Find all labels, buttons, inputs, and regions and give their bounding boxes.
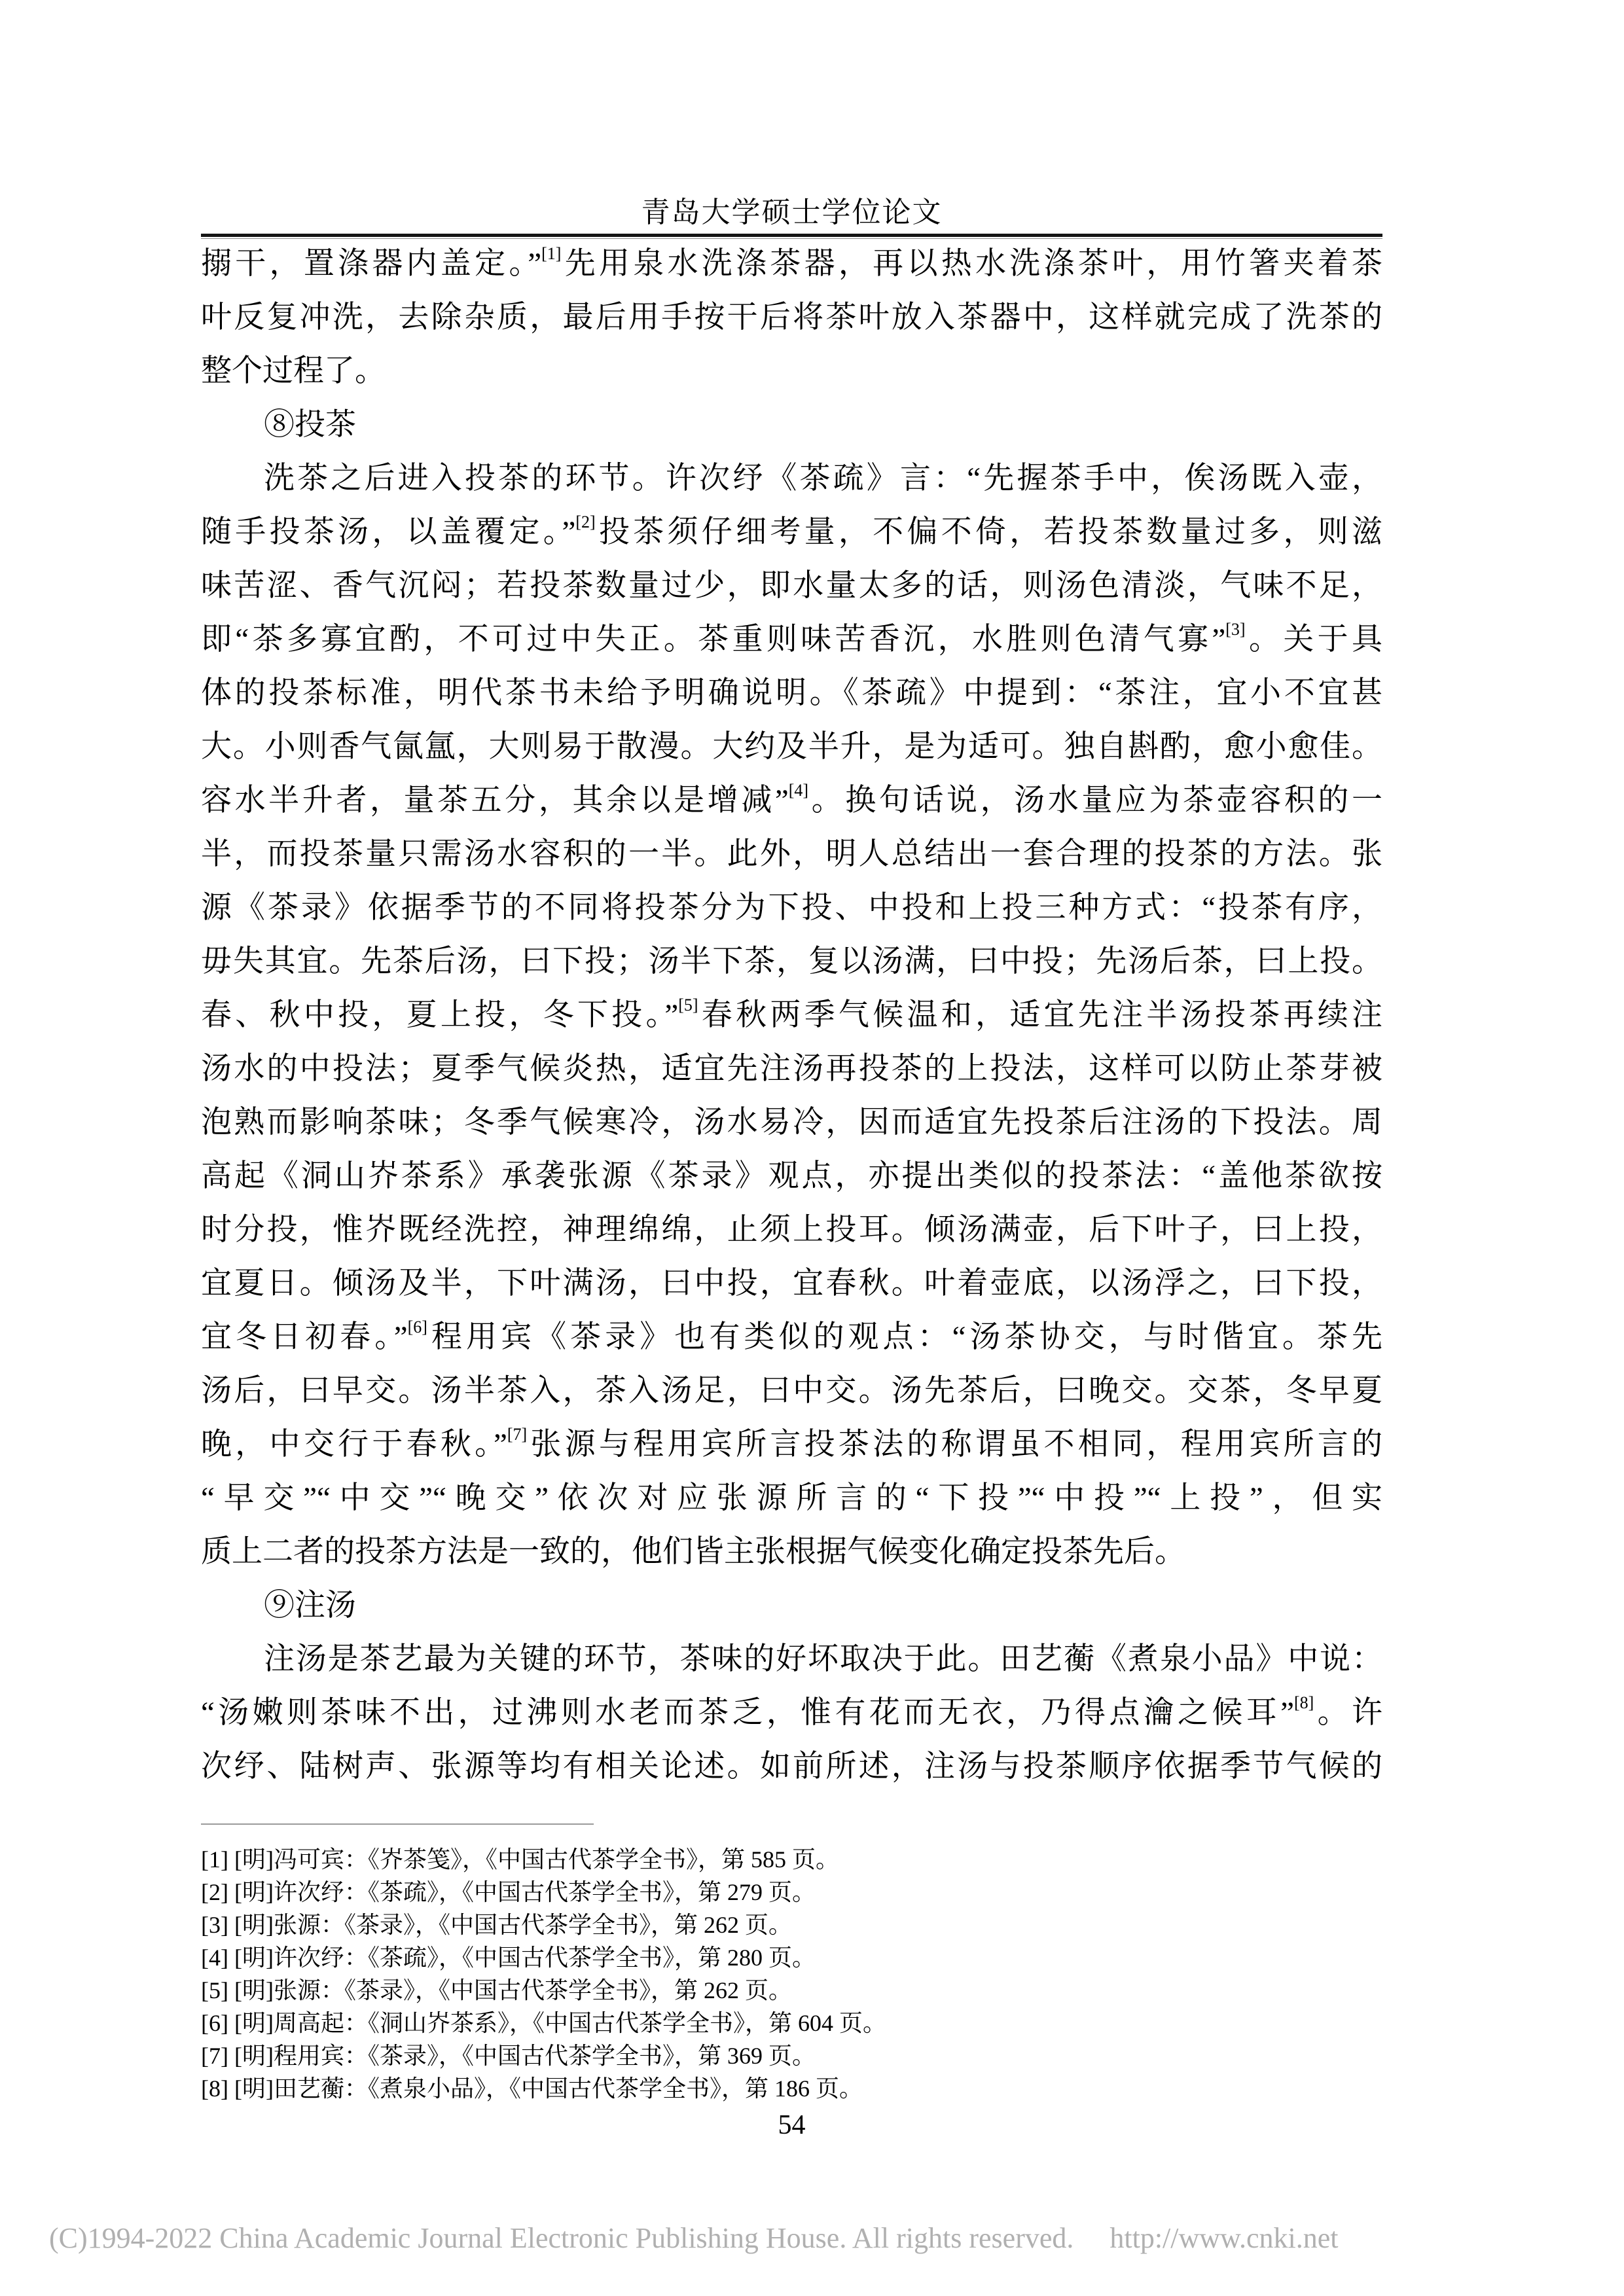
- body-line: 春、秋中投，夏上投，冬下投。”[5]春秋两季气候温和，适宜先注半汤投茶再续注: [201, 996, 1382, 1032]
- footnote-item: [6] [明]周高起：《洞山岕茶系》，《中国古代茶学全书》，第 604 页。: [201, 2010, 886, 2036]
- body-line: “早交”“中交”“晚交”依次对应张源所言的“下投”“中投”“上投”，但实: [201, 1481, 1382, 1515]
- footnote-item: [8] [明]田艺蘅：《煮泉小品》，《中国古代茶学全书》，第 186 页。: [201, 2075, 863, 2102]
- watermark: [49, 2221, 1581, 2256]
- section-heading: ⑧投茶: [264, 408, 356, 442]
- body-line: 体的投茶标准，明代茶书未给予明确说明。《茶疏》中提到：“茶注，宜小不宜甚: [201, 676, 1382, 710]
- body-line: 半，而投茶量只需汤水容积的一半。此外，明人总结出一套合理的投茶的方法。张: [201, 837, 1382, 871]
- body-text: [201, 237, 1382, 1793]
- body-line: 大。小则香气氤氲，大则易于散漫。大约及半升，是为适可。独自斟酌，愈小愈佳。: [201, 730, 1382, 764]
- footnote-item: [7] [明]程用宾：《茶录》，《中国古代茶学全书》，第 369 页。: [201, 2043, 816, 2069]
- footnote-item: [1] [明]冯可宾：《岕茶笺》，《中国古代茶学全书》，第 585 页。: [201, 1846, 839, 1873]
- body-line: 叶反复冲洗，去除杂质，最后用手按干后将茶叶放入茶器中，这样就完成了洗茶的: [201, 300, 1382, 334]
- page-number: 54: [778, 2110, 806, 2140]
- footnote-ref: [5]: [678, 996, 698, 1014]
- footnote-item: [5] [明]张源：《茶录》，《中国古代茶学全书》，第 262 页。: [201, 1977, 792, 2003]
- body-line: 高起《洞山岕茶系》承袭张源《茶录》观点，亦提出类似的投茶法：“盖他茶欲按: [201, 1159, 1382, 1193]
- body-line: 毋失其宜。先茶后汤，曰下投；汤半下茶，复以汤满，曰中投；先汤后茶，曰上投。: [201, 944, 1382, 978]
- footnote-ref: [2]: [575, 512, 596, 531]
- body-line: 汤水的中投法；夏季气候炎热，适宜先注汤再投茶的上投法，这样可以防止茶芽被: [201, 1052, 1382, 1086]
- footnote-ref: [1]: [541, 244, 562, 263]
- body-line: 即“茶多寡宜酌，不可过中失正。茶重则味苦香沉，水胜则色清气寡”[3]。关于具: [201, 620, 1382, 656]
- body-line: 宜冬日初春。”[6]程用宾《茶录》也有类似的观点：“汤茶协交，与时偕宜。茶先: [201, 1318, 1382, 1354]
- footnotes: [201, 1843, 1382, 2105]
- body-line: 注汤是茶艺最为关键的环节，茶味的好坏取决于此。田艺蘅《煮泉小品》中说：: [264, 1642, 1382, 1676]
- section-heading: ⑨注汤: [264, 1588, 356, 1623]
- footnote-ref: [8]: [1293, 1693, 1314, 1712]
- footnote-ref: [6]: [407, 1318, 427, 1336]
- body-line: 味苦涩、香气沉闷；若投茶数量过少，即水量太多的话，则汤色清淡，气味不足，: [201, 569, 1382, 603]
- body-line: 洗茶之后进入投茶的环节。许次纾《茶疏》言：“先握茶手中，俟汤既入壶，: [264, 461, 1382, 495]
- watermark-copyright: (C)1994-2022 China Academic Journal Electronic Publishing House. All rights reserved.: [49, 2222, 1074, 2254]
- footnote-item: [2] [明]许次纾：《茶疏》，《中国古代茶学全书》，第 279 页。: [201, 1879, 816, 1905]
- footnote-item: [4] [明]许次纾：《茶疏》，《中国古代茶学全书》，第 280 页。: [201, 1945, 816, 1971]
- body-line: “汤嫩则茶味不出，过沸则水老而茶乏，惟有花而无衣，乃得点瀹之候耳”[8]。许: [201, 1693, 1382, 1730]
- body-line: 次纾、陆树声、张源等均有相关论述。如前所述，注汤与投茶顺序依据季节气候的: [201, 1749, 1382, 1784]
- footnote-ref: [7]: [507, 1425, 528, 1444]
- body-line: 搦干，置涤器内盖定。”[1]先用泉水洗涤茶器，再以热水洗涤茶叶，用竹箸夹着茶: [201, 244, 1382, 281]
- body-line: 质上二者的投茶方法是一致的，他们皆主张根据气候变化确定投茶先后。: [201, 1535, 1185, 1569]
- footnote-separator: [201, 1823, 594, 1825]
- watermark-url: http://www.cnki.net: [1110, 2222, 1339, 2254]
- body-line: 整个过程了。: [201, 354, 386, 388]
- body-line: 时分投，惟岕既经洗控，神理绵绵，止须上投耳。倾汤满壶，后下叶子，曰上投，: [201, 1213, 1382, 1247]
- body-line: 晚，中交行于春秋。”[7]张源与程用宾所言投茶法的称谓虽不相同，程用宾所言的: [201, 1425, 1382, 1462]
- body-line: 宜夏日。倾汤及半，下叶满汤，曰中投，宜春秋。叶着壶底，以汤浮之，曰下投，: [201, 1266, 1382, 1300]
- page-header-title: 青岛大学硕士学位论文: [641, 196, 943, 228]
- body-line: 汤后，曰早交。汤半茶入，茶入汤足，曰中交。汤先茶后，曰晚交。交茶，冬早夏: [201, 1374, 1382, 1408]
- footnote-item: [3] [明]张源：《茶录》，《中国古代茶学全书》，第 262 页。: [201, 1912, 792, 1938]
- footnote-ref: [3]: [1225, 620, 1246, 639]
- body-line: 泡熟而影响茶味；冬季气候寒冷，汤水易冷，因而适宜先投茶后注汤的下投法。周: [201, 1105, 1382, 1139]
- body-line: 源《茶录》依据季节的不同将投茶分为下投、中投和上投三种方式：“投茶有序，: [201, 891, 1382, 925]
- body-line: 容水半升者，量茶五分，其余以是增减”[4]。换句话说，汤水量应为茶壶容积的一: [201, 781, 1382, 817]
- footnote-ref: [4]: [788, 781, 809, 800]
- body-line: 随手投茶汤，以盖覆定。”[2]投茶须仔细考量，不偏不倚，若投茶数量过多，则滋: [201, 512, 1382, 549]
